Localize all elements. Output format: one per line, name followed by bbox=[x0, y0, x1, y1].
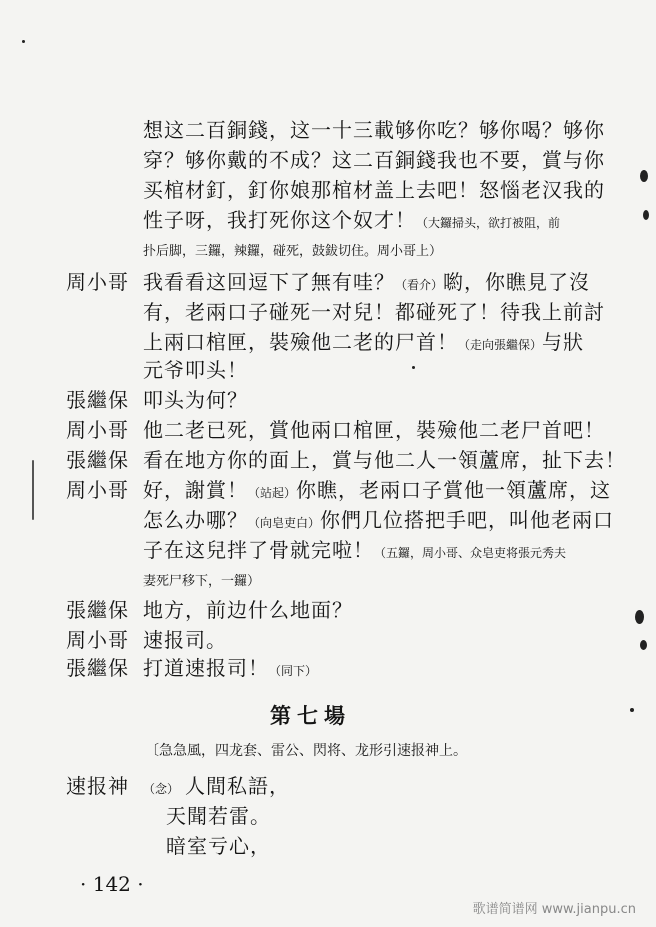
text-line: 看在地方你的面上，賞与他二人一領蘆席，扯下去！ bbox=[143, 448, 626, 472]
stage-direction: 〔急急風，四龙套、雷公、閃将、龙形引速报神上。 bbox=[145, 743, 467, 759]
text-line: 有，老兩口子碰死一对兒！都碰死了！待我上前討 bbox=[143, 300, 605, 324]
text-line: 穿？够你戴的不成？这二百銅錢我也不要，賞与你 bbox=[143, 148, 605, 172]
text-line bbox=[143, 270, 590, 297]
speaker-label: 周小哥 bbox=[66, 270, 129, 294]
stage-note-line: 妻死尸移下，一鑼） bbox=[143, 574, 261, 589]
stage-note: （向皂吏白） bbox=[248, 516, 321, 530]
watermark: 歌谱简谱网 www.jianpu.cn bbox=[472, 902, 636, 917]
dialogue-text: 你們几位搭把手吧，叫他老兩口 bbox=[320, 508, 615, 532]
text-line: 地方，前边什么地面？ bbox=[143, 598, 353, 622]
dialogue-text: 好，謝賞！ bbox=[143, 478, 248, 502]
scan-speck bbox=[412, 366, 415, 369]
stage-note: （同下） bbox=[269, 664, 318, 678]
text-line: 速报司。 bbox=[143, 628, 227, 652]
scan-speck bbox=[640, 170, 648, 182]
scan-speck bbox=[635, 610, 644, 624]
speaker-label: 周小哥 bbox=[66, 418, 129, 442]
stage-note: （五鑼，周小哥、众皂吏将張元秀夫 bbox=[374, 546, 567, 560]
dialogue-text: 与狀 bbox=[542, 330, 585, 354]
verse-line: 天聞若雷。 bbox=[166, 804, 271, 828]
speaker-label: 周小哥 bbox=[66, 628, 129, 652]
scan-speck bbox=[32, 460, 34, 520]
scan-speck bbox=[643, 210, 649, 220]
stage-note: （大鑼掃头，欲打被阻，前 bbox=[416, 216, 561, 230]
speaker-label: 周小哥 bbox=[66, 478, 129, 502]
verse-line: 人間私語， bbox=[185, 774, 291, 798]
dialogue-text: 我看看这回逗下了無有哇？ bbox=[143, 270, 395, 294]
speaker-label: 張繼保 bbox=[66, 388, 129, 412]
scan-speck bbox=[630, 708, 634, 712]
text-line bbox=[143, 478, 611, 505]
dialogue-text: 怎么办哪？ bbox=[143, 508, 248, 532]
page-number: · 142 · bbox=[80, 872, 144, 896]
text-line: 叩头为何？ bbox=[143, 388, 248, 412]
stage-note: （站起） bbox=[248, 486, 297, 500]
stage-note: （看介） bbox=[395, 278, 444, 292]
text-line bbox=[143, 656, 317, 683]
dialogue-text: 你瞧，老兩口子賞他一領蘆席，这 bbox=[296, 478, 612, 502]
text-line bbox=[143, 208, 560, 235]
dialogue-text: 性子呀，我打死你这个奴才！ bbox=[143, 208, 416, 232]
verse-line: 暗室亏心， bbox=[166, 834, 271, 858]
text-line bbox=[143, 330, 584, 357]
stage-note-line: 扑后脚，三鑼，辣鑼，碰死，鼓鈸切住。周小哥上） bbox=[143, 244, 443, 259]
speaker-label: 速报神 bbox=[66, 774, 129, 798]
speaker-label: 張繼保 bbox=[66, 448, 129, 472]
stage-note: （念） bbox=[143, 782, 180, 796]
scene-title: 第七場 bbox=[270, 703, 351, 728]
speaker-label: 張繼保 bbox=[66, 598, 129, 622]
dialogue-text: 子在这兒拌了骨就完啦！ bbox=[143, 538, 374, 562]
scan-speck bbox=[640, 640, 647, 650]
text-line bbox=[143, 774, 290, 801]
text-line bbox=[143, 538, 566, 565]
scan-speck bbox=[22, 40, 25, 43]
text-line: 元爷叩头！ bbox=[143, 358, 248, 382]
text-line: 买棺材釘，釘你娘那棺材盖上去吧！怒惱老汉我的 bbox=[143, 178, 605, 202]
dialogue-text: 上兩口棺匣，裝殮他二老的尸首！ bbox=[143, 330, 458, 354]
text-line: 想这二百銅錢，这一十三載够你吃？够你喝？够你 bbox=[143, 118, 605, 142]
dialogue-text: 打道速报司！ bbox=[143, 656, 269, 680]
dialogue-text: 喲，你瞧見了沒 bbox=[443, 270, 591, 294]
speaker-label: 張繼保 bbox=[66, 656, 129, 680]
stage-note: （走向張繼保） bbox=[458, 338, 543, 352]
text-line: 他二老已死，賞他兩口棺匣，裝殮他二老尸首吧！ bbox=[143, 418, 605, 442]
text-line bbox=[143, 508, 614, 535]
